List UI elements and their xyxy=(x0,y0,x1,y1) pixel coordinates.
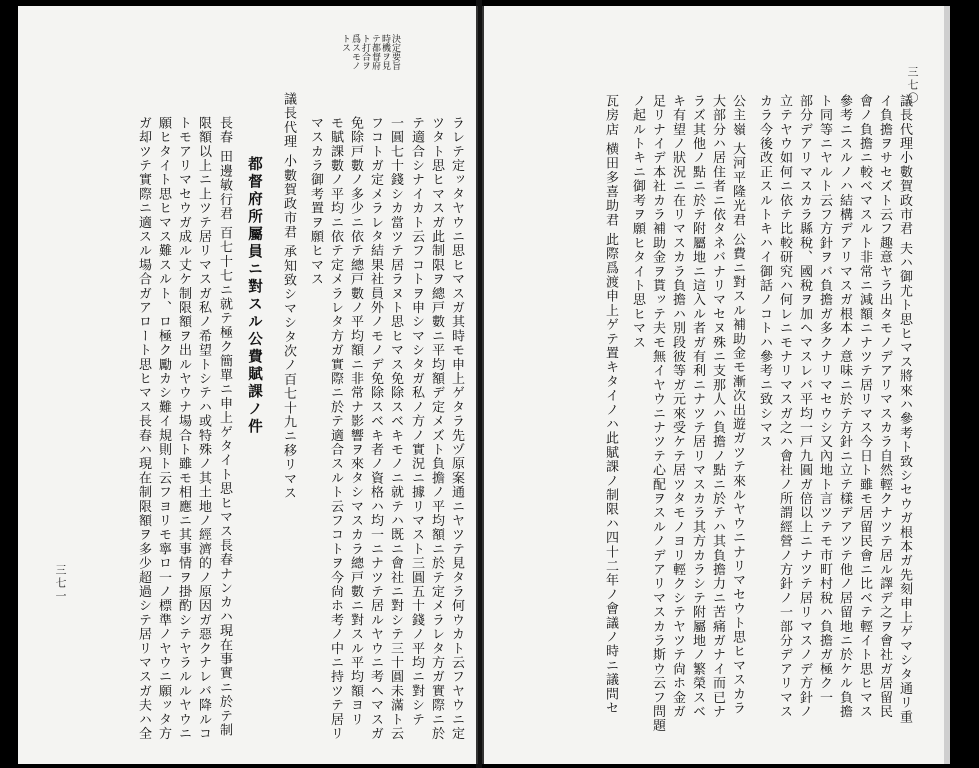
text-line: フコトガ定メラレタ結果社員外ノモノデ免除スベキ者ノ資格ハ均一ニナツテ居ルヤウニ考ヘマスガ xyxy=(368,116,383,741)
text-line: キ有望ノ狀況ニ在リマスカラ負擔ハ別段彼等ガ元來受ケテ居ツタモノヨリ輕クシテヤツテ尙ホ金ガ xyxy=(670,94,685,719)
page-number: 三七〇 xyxy=(906,66,919,105)
text-line: 部分デアリマスカラ縣稅、國稅ヲ加ヘマスレバ平均一戸九圓ガ倍以上ニナツテ居リマスノデ方針ノ xyxy=(797,94,812,719)
text-line: 立テヤウ如何ニ依テ比較研究ハ何レニモナリマスガ之ハ會社ノ所謂經營ノ方針ノ一部分デアリマス xyxy=(777,94,792,719)
speaker-line: 公主嶺 大河平隆光君 公費ニ對スル補助金モ漸次出遊ガツテ來ルヤウニナリマセウト思ヒマスカラ xyxy=(730,94,745,716)
text-line: 會ノ負擔ニ較ベマスルト非常ニ減額ニナツテ居リマス今日ト雖モ居留民會ニ比ベテ輕イト思ヒマス xyxy=(857,94,872,719)
speaker-line: 瓦房店 横田多喜助君 此際爲渡申上ゲテ置キタイノハ此賦課ノ制限ハ四十二年ノ會議ノ時ニ議問セ xyxy=(603,94,618,716)
speaker-line: 議長代理 小數賀政市君 承知致シマシタ次ノ百七十九ニ移リマス xyxy=(281,92,296,501)
section-heading: 都督府所屬員ニ對スル公費賦課ノ件 xyxy=(246,156,263,436)
text-line: ト同等ニヤルト云フ方針ヲバ負擔ガ多クナリマセウシ又內地ト言ツテモ市町村稅ハ負擔ガ極ク一 xyxy=(817,94,832,705)
text-line: ツタト思ヒマスガ此制限ヲ總戸數ニ平均額デ定メズト負擔ノ平均額ニ於テ定メラレタ方ガ實際ニ於 xyxy=(429,116,444,741)
text-line: ノ起ルトキニ御考ヲ願ヒタイト思ヒマス xyxy=(630,94,645,350)
text-line: ラレテ定ッタヤウニ思ヒマスガ其時モ申上ゲタラ先ヅ原案通ニヤツテ見タラ何ウカト云フヤウニ定 xyxy=(449,116,464,741)
text-line: イ負擔ヲサセズト云フ趣意ヤラ出タモノデアリマスカラ自然輕クナツテ居ル譯デ之ヲ會社ガ居留民 xyxy=(877,94,892,719)
left-page xyxy=(18,6,478,764)
text-line: ラズ其他ノ點ニ於テ附屬地ニ這入ル者ガ有利ニナツテ居リマスカラ其方カラシテ附屬地ノ繁榮スベ xyxy=(690,94,705,719)
speaker-line: 長春 田邊敏行君 百七十七ニ就テ極ク簡單ニ申上ゲタイト思ヒマス長春ナンカハ現在事實ニ於テ制 xyxy=(217,116,232,738)
right-page xyxy=(482,6,944,764)
text-line: 大部分ハ居住者ニ依タネバナリマセヌ殊ニ支那人ハ負擔ノ點ニ於テハ其負擔力ニ苦痛ガナイ而已ナ xyxy=(710,94,725,719)
text-line: 免除戸數ノ多少ニ依テ總戸數ノ平均額ニ非常ナ影響ヲ來タシマスカラ總戸數ニ對スル平均額ヨリ xyxy=(348,116,363,727)
text-line: 足リナイデ本社カラ補助金ヲ貰ッテ夫モ無イヤウニナツテ心配ヲスルノデアリマスカラ斯ウ云フ問題 xyxy=(650,94,665,733)
text-line: テ適合シナイカト云フコトヲ申シマシタガ私ノ方ノ實況ニ據リマスト三圓五十錢ノ平均ニ對シテ xyxy=(409,116,424,727)
text-line: マスカラ御考置ヲ願ヒマス xyxy=(308,116,323,287)
text-line: 參考ニスルノハ結構デアリマスガ根本ノ意味ニ於テ方針ニ立テ樣デアツテ他ノ居留地ニ於ケル負擔 xyxy=(837,94,852,719)
text-line: カラ今後改正スルトキハイ御話ノコトハ參考ニ致シマス xyxy=(757,94,772,449)
decision-note: 決定要旨 時機ヲ見テ都督府ト打合ヲ爲スモノトス xyxy=(340,34,400,70)
text-line: 一圓七十錢シカ當ツテ居ラヌト思ヒマス免除スベキモノニ就テハ既ニ會社ニ對シテ三十圓未滿ト云 xyxy=(388,116,403,741)
page-number: 三七一 xyxy=(54,564,67,603)
text-line: トモアリマセウガ成ル丈ケ制限額ヲ出ルヤウナ場合ト雖モ相應ニ其事情ヲ掛酌シテヤラルルヤウニ xyxy=(176,116,191,741)
text-line: 限額以上ニ上ツテ居リマスガ私ノ希望トシテハ或特殊ノ其土地ノ經濟的ノ原因ガ惡クナレバ降ルコ xyxy=(196,116,211,741)
text-line: 願ヒタイト思ヒマス難スルト、ロ極ク勵カシ難イ規則ト云フヨリモ寧ロ一ノ標準ノヤウニ願ッタ方 xyxy=(156,116,171,741)
speaker-line: 議長代理小數賀政市君 夫ハ御尤ト思ヒマス將來ハ參考ト致シセウガ根本ガ先刻申上ゲマシタ通リ重 xyxy=(897,94,912,725)
text-line: ガ却ツテ實際ニ適スル場合ガアロート思ヒマス長春ハ現在制限額ヲ多少超過シテ居リマスガ夫ハ全 xyxy=(136,116,151,741)
text-line: モ賦課數ノ平均ニ依テ定メラレタ方ガ實際ニ於テ適合スルト云フコトヲ今尙ホ考ノ中ニ持ツテ居リ xyxy=(328,116,343,741)
